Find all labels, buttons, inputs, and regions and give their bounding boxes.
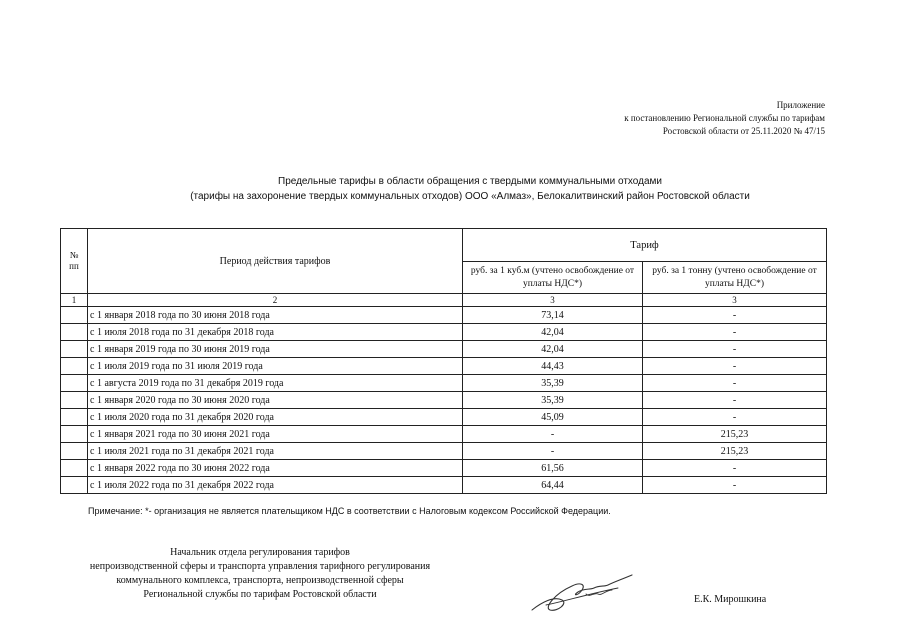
- column-number: 2: [88, 294, 463, 307]
- period-cell: с 1 июля 2022 года по 31 декабря 2022 года: [88, 477, 463, 494]
- table-row: [61, 460, 827, 477]
- appendix-header: [624, 99, 825, 138]
- tariff-per-ton-cell: -: [643, 324, 827, 341]
- tariff-per-ton-cell: -: [643, 307, 827, 324]
- table-row: [61, 307, 827, 324]
- tariff-per-m3-cell: 42,04: [463, 341, 643, 358]
- period-cell: с 1 января 2018 года по 30 июня 2018 года: [88, 307, 463, 324]
- header-number-label: №: [69, 250, 79, 260]
- header-number-sublabel: пп: [69, 261, 79, 271]
- appendix-resolution-ref: к постановлению Региональной службы по тарифам: [624, 113, 825, 123]
- tariff-per-m3-cell: 64,44: [463, 477, 643, 494]
- row-number-cell: [61, 307, 88, 324]
- table-header-row: [61, 229, 827, 262]
- table-row: [61, 324, 827, 341]
- row-number-cell: [61, 460, 88, 477]
- period-cell: с 1 июля 2021 года по 31 декабря 2021 года: [88, 443, 463, 460]
- tariff-per-m3-cell: 35,39: [463, 375, 643, 392]
- table-row: [61, 358, 827, 375]
- tariff-per-m3-cell: 44,43: [463, 358, 643, 375]
- tariff-per-ton-cell: -: [643, 460, 827, 477]
- tariff-per-m3-cell: 35,39: [463, 392, 643, 409]
- period-cell: с 1 августа 2019 года по 31 декабря 2019 года: [88, 375, 463, 392]
- row-number-cell: [61, 426, 88, 443]
- row-number-cell: [61, 324, 88, 341]
- tariff-per-m3-cell: -: [463, 426, 643, 443]
- tariff-per-m3-cell: -: [463, 443, 643, 460]
- column-number: 1: [61, 294, 88, 307]
- tariff-table: [60, 228, 827, 494]
- header-unit-per-ton: руб. за 1 тонну (учтено освобождение от уплаты НДС*): [643, 262, 827, 294]
- tariff-per-ton-cell: -: [643, 392, 827, 409]
- tariff-per-ton-cell: -: [643, 409, 827, 426]
- column-number: 3: [463, 294, 643, 307]
- heading-line-1: Предельные тарифы в области обращения с твердыми коммунальными отходами: [278, 176, 662, 187]
- signatory-position: [60, 546, 460, 602]
- appendix-resolution-date: Ростовской области от 25.11.2020 № 47/15: [662, 126, 825, 136]
- signer-name: Е.К. Мирошкина: [694, 594, 767, 605]
- heading-line-2: (тарифы на захоронение твердых коммунальных отходов) ООО «Алмаз», Белокалитвинский район Ростовской области: [190, 191, 750, 202]
- tariff-per-ton-cell: 215,23: [643, 426, 827, 443]
- table-row: [61, 426, 827, 443]
- period-cell: с 1 января 2020 года по 30 июня 2020 года: [88, 392, 463, 409]
- table-row: [61, 477, 827, 494]
- header-tariff: Тариф: [463, 229, 827, 262]
- position-line-2: непроизводственной сферы и транспорта управления тарифного регулирования: [89, 561, 431, 572]
- handwritten-signature: [528, 572, 638, 618]
- table-row: [61, 392, 827, 409]
- row-number-cell: [61, 392, 88, 409]
- column-number: 3: [643, 294, 827, 307]
- table-row: [61, 341, 827, 358]
- period-cell: с 1 июля 2020 года по 31 декабря 2020 года: [88, 409, 463, 426]
- tariff-per-m3-cell: 45,09: [463, 409, 643, 426]
- position-line-1: Начальник отдела регулирования тарифов: [170, 547, 350, 558]
- tariff-rows: [61, 307, 827, 494]
- tariff-per-m3-cell: 73,14: [463, 307, 643, 324]
- column-numbers-row: [61, 294, 827, 307]
- table-row: [61, 443, 827, 460]
- tariff-per-ton-cell: -: [643, 358, 827, 375]
- period-cell: с 1 июля 2018 года по 31 декабря 2018 года: [88, 324, 463, 341]
- row-number-cell: [61, 409, 88, 426]
- header-number-cell: [61, 229, 88, 294]
- row-number-cell: [61, 477, 88, 494]
- header-period: Период действия тарифов: [88, 229, 463, 294]
- period-cell: с 1 января 2019 года по 30 июня 2019 года: [88, 341, 463, 358]
- table-row: [61, 409, 827, 426]
- tariff-per-m3-cell: 61,56: [463, 460, 643, 477]
- row-number-cell: [61, 375, 88, 392]
- document-heading: [60, 174, 880, 204]
- position-line-3: коммунального комплекса, транспорта, непроизводственной сферы: [116, 575, 404, 586]
- row-number-cell: [61, 358, 88, 375]
- position-line-4: Региональной службы по тарифам Ростовской области: [143, 589, 377, 600]
- row-number-cell: [61, 443, 88, 460]
- appendix-title: Приложение: [776, 100, 825, 110]
- table-row: [61, 375, 827, 392]
- period-cell: с 1 июля 2019 года по 31 июля 2019 года: [88, 358, 463, 375]
- period-cell: с 1 января 2021 года по 30 июня 2021 года: [88, 426, 463, 443]
- tariff-per-ton-cell: -: [643, 477, 827, 494]
- tariff-per-ton-cell: -: [643, 341, 827, 358]
- row-number-cell: [61, 341, 88, 358]
- footnote: Примечание: *- организация не является плательщиком НДС в соответствии с Налоговым кодексом Российской Федерации.: [88, 506, 611, 516]
- period-cell: с 1 января 2022 года по 30 июня 2022 года: [88, 460, 463, 477]
- header-unit-per-m3: руб. за 1 куб.м (учтено освобождение от уплаты НДС*): [463, 262, 643, 294]
- tariff-per-ton-cell: 215,23: [643, 443, 827, 460]
- tariff-per-ton-cell: -: [643, 375, 827, 392]
- tariff-per-m3-cell: 42,04: [463, 324, 643, 341]
